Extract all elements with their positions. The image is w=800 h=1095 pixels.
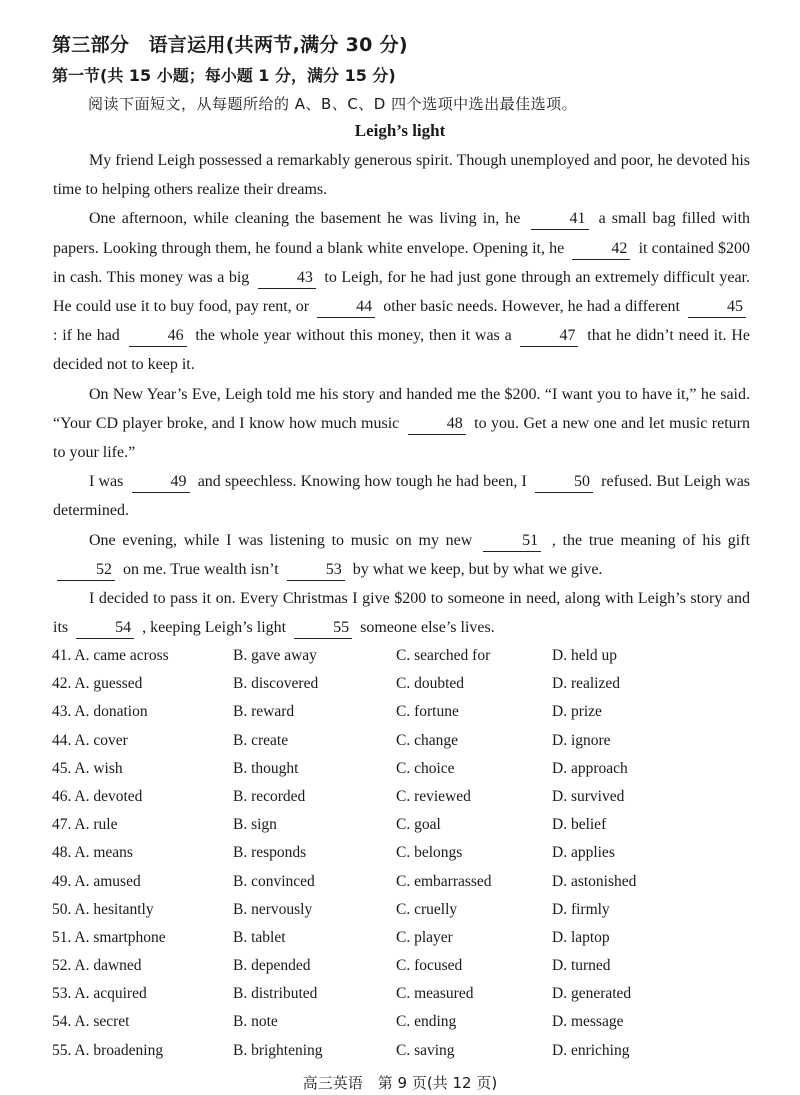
option-b: B. distributed <box>233 985 318 1003</box>
answer-blank: 49 <box>132 472 190 493</box>
option-row <box>52 925 752 953</box>
option-text: A. devoted <box>74 787 143 805</box>
answer-blank: 44 <box>317 297 375 318</box>
option-b: B. create <box>233 731 289 749</box>
question-number: 45. <box>52 759 72 777</box>
question-number: 55. <box>52 1041 72 1059</box>
answer-blank: 43 <box>258 268 316 289</box>
option-text: A. broadening <box>74 1041 164 1059</box>
option-c: C. doubted <box>396 675 465 693</box>
option-a <box>52 957 142 975</box>
part-heading: 第一节(共 15 小题；每小题 1 分，满分 15 分) <box>52 66 396 85</box>
option-d: D. message <box>552 1013 624 1031</box>
option-d: D. ignore <box>552 731 611 749</box>
passage-text: : if he had <box>53 327 120 345</box>
option-b: B. depended <box>233 957 311 975</box>
passage-text: to you. Get a new one and let music return to your life.” <box>53 414 750 462</box>
passage-text: on me. True wealth isn’t <box>123 560 279 578</box>
option-b: B. sign <box>233 816 277 834</box>
passage-text: refused. But Leigh was determined. <box>53 473 751 520</box>
passage-paragraph <box>53 526 750 584</box>
option-d: D. applies <box>552 844 615 862</box>
option-a <box>52 929 166 947</box>
option-b: B. responds <box>233 844 307 862</box>
passage-text: someone else’s lives. <box>360 619 495 637</box>
option-c: C. searched for <box>396 647 491 664</box>
option-a <box>52 703 148 721</box>
question-number: 52. <box>52 957 72 975</box>
question-number: 51. <box>52 928 72 946</box>
option-b: B. gave away <box>233 647 317 664</box>
option-d: D. realized <box>552 675 620 693</box>
option-d: D. belief <box>552 816 607 834</box>
passage-text: that he didn’t need it. He decided not to keep it. <box>53 327 751 374</box>
option-text: A. dawned <box>74 957 142 975</box>
passage-text: , keeping Leigh’s light <box>142 619 287 637</box>
passage-text: On New Year’s Eve, Leigh told me his story and handed me the $200. “I want you to have it,” he said. “Your CD player broke, and I know how much music <box>53 385 750 432</box>
option-text: A. cover <box>74 731 128 749</box>
answer-blank: 54 <box>76 618 134 639</box>
option-c: C. focused <box>396 957 463 975</box>
option-a <box>52 675 142 693</box>
option-a <box>52 901 154 919</box>
passage-text: I decided to pass it on. Every Christmas I give $200 to someone in need, along with Leigh’s story and its <box>53 590 750 637</box>
question-number: 48. <box>52 844 72 862</box>
option-row <box>52 953 752 981</box>
option-row <box>52 784 752 812</box>
option-d: D. survived <box>552 787 625 805</box>
option-a <box>52 647 169 665</box>
option-d: D. enriching <box>552 1041 630 1059</box>
instruction-text: 阅读下面短文，从每题所给的 A、B、C、D 四个选项中选出最佳选项。 <box>88 95 578 113</box>
option-row <box>52 1038 752 1066</box>
option-text: A. rule <box>74 816 118 834</box>
option-text: A. guessed <box>74 675 143 693</box>
option-row <box>52 728 752 756</box>
options-list <box>52 643 752 1066</box>
passage-text: , the true meaning of his gift <box>551 531 751 549</box>
passage-text: it contained $200 in cash. This money was a big <box>53 239 750 286</box>
option-a <box>52 816 117 834</box>
passage-text: a small bag filled with papers. Looking through them, he found a blank white envelope. Opening it, he <box>53 210 751 257</box>
passage-text: the whole year without this money, then it was a <box>195 327 512 345</box>
question-number: 53. <box>52 985 72 1003</box>
option-a <box>52 732 128 750</box>
option-row <box>52 671 752 699</box>
answer-blank: 47 <box>520 326 578 347</box>
question-number: 44. <box>52 731 72 749</box>
passage-paragraph <box>53 204 750 379</box>
answer-blank: 48 <box>408 414 466 435</box>
option-a <box>52 985 147 1003</box>
option-row <box>52 643 752 671</box>
passage-paragraph <box>53 380 750 468</box>
passage-text: One afternoon, while cleaning the basement he was living in, he <box>89 210 521 228</box>
option-a <box>52 788 142 806</box>
option-c: C. belongs <box>396 844 463 862</box>
option-text: A. smartphone <box>74 928 166 946</box>
option-row <box>52 897 752 925</box>
option-d: D. firmly <box>552 900 610 918</box>
passage-body <box>53 146 750 642</box>
page-footer: 高三英语 第 9 页(共 12 页) <box>302 1074 498 1092</box>
option-d: D. held up <box>552 647 618 664</box>
question-number: 46. <box>52 787 72 805</box>
option-text: A. means <box>74 844 133 862</box>
option-b: B. note <box>233 1013 278 1031</box>
question-number: 50. <box>52 900 72 918</box>
answer-blank: 46 <box>129 326 187 347</box>
option-text: A. hesitantly <box>74 900 154 918</box>
option-a <box>52 873 141 891</box>
passage-text: other basic needs. However, he had a different <box>383 298 680 316</box>
option-text: A. came across <box>74 647 169 664</box>
passage-text: My friend Leigh possessed a remarkably generous spirit. Though unemployed and poor, he devoted his time to helping others realize their dreams. <box>53 152 750 199</box>
question-number: 49. <box>52 872 72 890</box>
option-text: A. amused <box>74 872 141 890</box>
option-c: C. measured <box>396 985 474 1003</box>
option-b: B. nervously <box>233 900 313 918</box>
option-a <box>52 844 133 862</box>
answer-blank: 51 <box>483 531 541 552</box>
passage-text: One evening, while I was listening to music on my new <box>89 531 473 549</box>
option-c: C. embarrassed <box>396 872 492 890</box>
answer-blank: 41 <box>531 209 589 230</box>
answer-blank: 45 <box>688 297 746 318</box>
answer-blank: 42 <box>572 239 630 260</box>
answer-blank: 52 <box>57 560 115 581</box>
option-c: C. change <box>396 731 458 749</box>
passage-text: by what we keep, but by what we give. <box>352 560 603 578</box>
option-c: C. ending <box>396 1013 457 1031</box>
option-b: B. brightening <box>233 1041 323 1059</box>
option-row <box>52 1009 752 1037</box>
option-a <box>52 760 123 778</box>
option-text: A. acquired <box>74 985 147 1003</box>
passage-paragraph <box>53 584 750 642</box>
option-c: C. saving <box>396 1041 455 1059</box>
option-c: C. choice <box>396 759 455 777</box>
answer-blank: 50 <box>535 472 593 493</box>
option-b: B. convinced <box>233 872 315 890</box>
option-c: C. fortune <box>396 703 459 721</box>
passage-text: and speechless. Knowing how tough he had been, I <box>197 473 527 491</box>
option-row <box>52 812 752 840</box>
question-number: 54. <box>52 1013 72 1031</box>
option-row <box>52 756 752 784</box>
option-text: A. secret <box>74 1013 130 1031</box>
option-d: D. generated <box>552 985 632 1003</box>
option-d: D. prize <box>552 703 602 721</box>
question-number: 43. <box>52 703 72 721</box>
passage-text: I was <box>89 473 124 491</box>
option-c: C. reviewed <box>396 787 471 805</box>
passage-text: to Leigh, for he had just gone through an extremely difficult year. He could use it to buy food, pay rent, or <box>53 268 750 316</box>
option-b: B. discovered <box>233 675 319 693</box>
option-c: C. player <box>396 928 453 946</box>
passage-paragraph <box>53 467 750 525</box>
passage-title: Leigh’s light <box>354 121 446 140</box>
question-number: 42. <box>52 675 72 693</box>
option-d: D. astonished <box>552 872 637 890</box>
option-b: B. tablet <box>233 928 286 946</box>
option-text: A. wish <box>74 759 123 777</box>
option-a <box>52 1013 130 1031</box>
option-text: A. donation <box>74 703 148 721</box>
option-c: C. cruelly <box>396 900 458 918</box>
option-d: D. approach <box>552 759 628 777</box>
option-b: B. thought <box>233 759 299 777</box>
option-row <box>52 981 752 1009</box>
answer-blank: 55 <box>294 618 352 639</box>
option-d: D. laptop <box>552 928 610 946</box>
option-a <box>52 1042 163 1060</box>
option-c: C. goal <box>396 816 441 834</box>
passage-paragraph <box>53 146 750 204</box>
option-row <box>52 869 752 897</box>
option-b: B. reward <box>233 703 295 721</box>
answer-blank: 53 <box>287 560 345 581</box>
option-d: D. turned <box>552 957 611 975</box>
option-row <box>52 840 752 868</box>
option-row <box>52 699 752 727</box>
question-number: 47. <box>52 816 72 834</box>
section-heading: 第三部分 语言运用(共两节,满分 30 分) <box>52 34 408 56</box>
option-b: B. recorded <box>233 787 306 805</box>
question-number: 41. <box>52 647 72 664</box>
